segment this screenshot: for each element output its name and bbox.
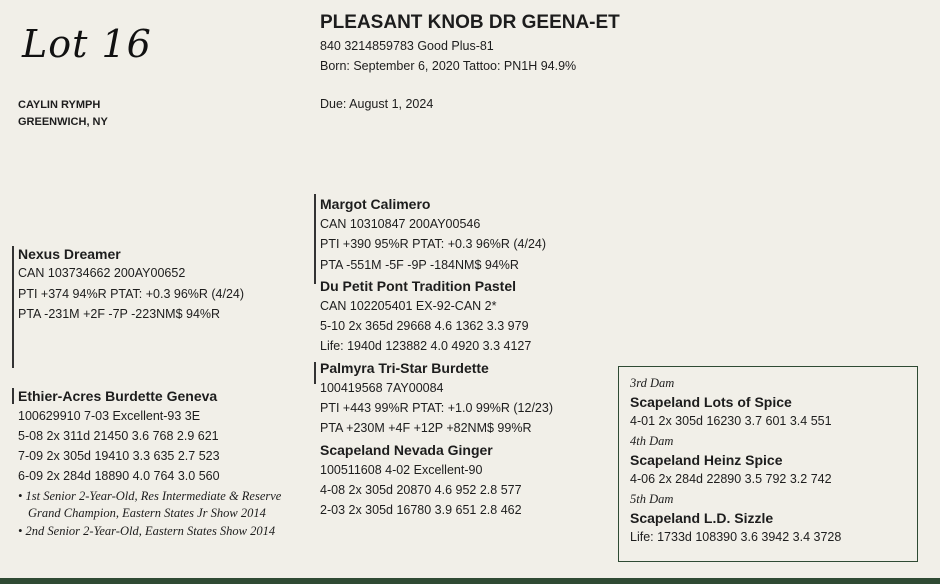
- dam-record-1: 5-08 2x 311d 21450 3.6 768 2.9 621: [18, 429, 219, 443]
- sire-branch-line: [12, 246, 14, 368]
- dam-award-1-cont: Grand Champion, Eastern States Jr Show 2014: [28, 506, 266, 520]
- dam-dam-name: Scapeland Nevada Ginger: [320, 442, 493, 458]
- dam-5-label: 5th Dam: [630, 492, 674, 506]
- dam-record-2: 7-09 2x 305d 19410 3.3 635 2.7 523: [18, 449, 220, 463]
- dam-reg: 100629910 7-03 Excellent-93 3E: [18, 409, 201, 423]
- dam-4-record: 4-06 2x 284d 22890 3.5 792 3.2 742: [630, 472, 832, 486]
- animal-name: PLEASANT KNOB DR GEENA-ET: [320, 12, 620, 33]
- lot-number: Lot 16: [22, 22, 152, 66]
- dam-sire-name: Palmyra Tri-Star Burdette: [320, 360, 489, 376]
- footer-divider: [0, 578, 940, 584]
- dam-record-3: 6-09 2x 284d 18890 4.0 764 3.0 560: [18, 469, 220, 483]
- dam-5-record: Life: 1733d 108390 3.6 3942 3.4 3728: [630, 530, 842, 544]
- sire-pta: PTA -231M +2F -7P -223NM$ 94%R: [18, 307, 221, 321]
- award-bullet-icon: •: [18, 524, 26, 538]
- sire-dam-record: 5-10 2x 365d 29668 4.6 1362 3.3 979: [320, 319, 529, 333]
- sire-dam-reg: CAN 102205401 EX-92-CAN 2*: [320, 299, 497, 313]
- dam-sire-reg: 100419568 7AY00084: [320, 381, 444, 395]
- sire-sire-branch-line: [314, 194, 316, 284]
- animal-due: Due: August 1, 2024: [320, 97, 434, 111]
- dam-name: Ethier-Acres Burdette Geneva: [18, 388, 218, 404]
- dam-award-2: • 2nd Senior 2-Year-Old, Eastern States Show 2014: [18, 524, 276, 538]
- sire-sire-pti: PTI +390 95%R PTAT: +0.3 96%R (4/24): [320, 237, 547, 251]
- animal-born: Born: September 6, 2020 Tattoo: PN1H 94.9%: [320, 59, 577, 73]
- award-bullet-icon: •: [18, 489, 26, 503]
- sire-dam-name: Du Petit Pont Tradition Pastel: [320, 278, 517, 294]
- sire-pti: PTI +374 94%R PTAT: +0.3 96%R (4/24): [18, 287, 245, 301]
- sire-sire-pta: PTA -551M -5F -9P -184NM$ 94%R: [320, 258, 519, 272]
- sire-sire-name: Margot Calimero: [320, 196, 431, 212]
- sire-reg: CAN 103734662 200AY00652: [18, 266, 186, 280]
- dam-award-1: • 1st Senior 2-Year-Old, Res Intermediate & Reserve: [18, 489, 282, 503]
- dam-dam-record-1: 4-08 2x 305d 20870 4.6 952 2.8 577: [320, 483, 522, 497]
- dam-5-name: Scapeland L.D. Sizzle: [630, 510, 774, 526]
- dam-branch-line: [12, 388, 14, 404]
- dam-sire-pta: PTA +230M +4F +12P +82NM$ 99%R: [320, 421, 532, 435]
- dam-4-label: 4th Dam: [630, 434, 674, 448]
- dam-4-name: Scapeland Heinz Spice: [630, 452, 783, 468]
- sire-dam-life: Life: 1940d 123882 4.0 4920 3.3 4127: [320, 339, 532, 353]
- consignor-location: GREENWICH, NY: [18, 116, 108, 128]
- dam-dam-record-2: 2-03 2x 305d 16780 3.9 651 2.8 462: [320, 503, 522, 517]
- sire-name: Nexus Dreamer: [18, 246, 121, 262]
- dam-dam-reg: 100511608 4-02 Excellent-90: [320, 463, 483, 477]
- dam-3-label: 3rd Dam: [630, 376, 675, 390]
- sire-sire-reg: CAN 10310847 200AY00546: [320, 217, 481, 231]
- animal-id: 840 3214859783 Good Plus-81: [320, 39, 494, 53]
- dam-sire-pti: PTI +443 99%R PTAT: +1.0 99%R (12/23): [320, 401, 553, 415]
- dam-sire-branch-line: [314, 362, 316, 384]
- dam-3-record: 4-01 2x 305d 16230 3.7 601 3.4 551: [630, 414, 832, 428]
- consignor: [18, 97, 108, 131]
- consignor-name: CAYLIN RYMPH: [18, 99, 101, 111]
- dam-3-name: Scapeland Lots of Spice: [630, 394, 792, 410]
